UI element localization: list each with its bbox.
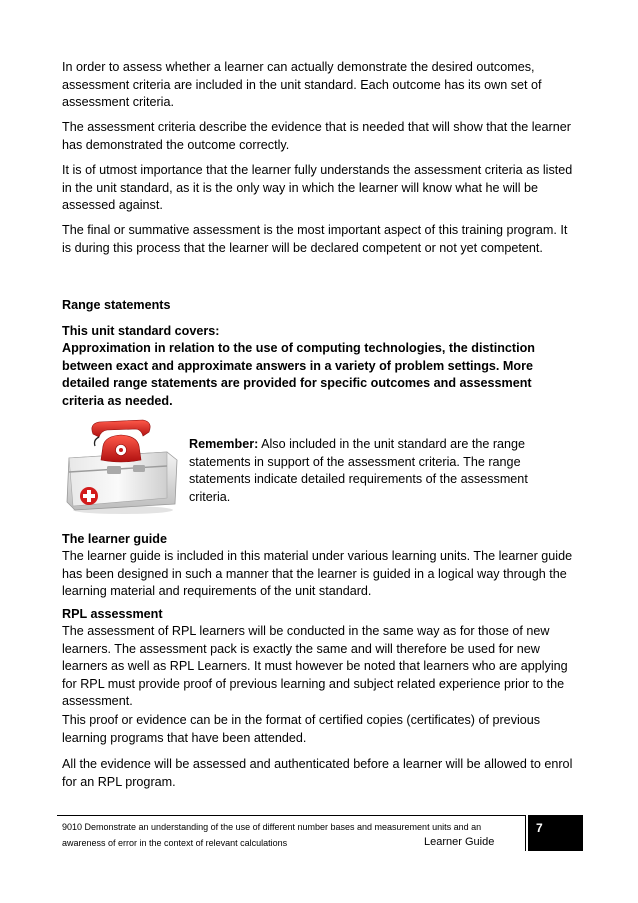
remember-label: Remember: xyxy=(189,437,259,451)
page-number-box xyxy=(528,815,583,851)
rpl-assessment-heading: RPL assessment xyxy=(62,607,163,621)
unit-standard-covers-body: Approximation in relation to the use of computing technologies, the distinction between exact and approximate answers in a variety of problem settings. More detailed range statements are provided for specific outcomes and assessment criteria as needed. xyxy=(62,341,535,408)
paragraph-utmost-importance: It is of utmost importance that the learner fully understands the assessment criteria as listed in the unit standard, as it is the only way in which the learner will know what he will be assessed against. xyxy=(62,163,573,212)
footer-divider xyxy=(57,815,525,816)
telephone-first-aid-kit-icon xyxy=(63,416,181,516)
learner-guide-body: The learner guide is included in this material under various learning units. The learner guide has been designed in such a manner that the learner is guided in a logical way through the learning material and requirements of the unit standard. xyxy=(62,549,573,598)
footer-learner-guide-label: Learner Guide xyxy=(424,836,495,848)
rpl-proof-paragraph: This proof or evidence can be in the format of certified copies (certificates) of previous learning programs that have been attended. xyxy=(62,713,541,745)
paragraph-assessment-criteria-intro: In order to assess whether a learner can actually demonstrate the desired outcomes, assessment criteria are included in the unit standard. Each outcome has its own set of assessment criteria. xyxy=(62,60,542,109)
footer-unit-title-line2: awareness of error in the context of relevant calculations xyxy=(62,838,288,848)
learner-guide-heading: The learner guide xyxy=(62,532,167,546)
footer-vertical-divider xyxy=(525,815,526,851)
page-number: 7 xyxy=(536,821,543,835)
paragraph-summative-assessment: The final or summative assessment is the most important aspect of this training program. It is during this process that the learner will be declared competent or not yet competent. xyxy=(62,223,568,255)
remember-body: Also included in the unit standard are the range statements in support of the assessment criteria. The range statements indicate detailed requirements of the assessment criteria. xyxy=(189,437,528,504)
rpl-evidence-paragraph: All the evidence will be assessed and authenticated before a learner will be allowed to enrol for an RPL program. xyxy=(62,757,573,789)
rpl-assessment-body: The assessment of RPL learners will be conducted in the same way as for those of new learners. The assessment pack is exactly the same and will therefore be used for new learners as well as RPL Learners. It must however be noted that learners who are applying for RPL must provide proof of previous learning and subject related experience prior to the assessment. xyxy=(62,624,568,708)
remember-callout-text xyxy=(189,436,549,506)
unit-standard-covers-heading: This unit standard covers: xyxy=(62,324,220,338)
footer-unit-title-line1: 9010 Demonstrate an understanding of the use of different number bases and measurement units and an xyxy=(62,822,482,832)
range-statements-heading: Range statements xyxy=(62,298,171,312)
paragraph-assessment-criteria-describe: The assessment criteria describe the evidence that is needed that will show that the learner has demonstrated the outcome correctly. xyxy=(62,120,571,152)
